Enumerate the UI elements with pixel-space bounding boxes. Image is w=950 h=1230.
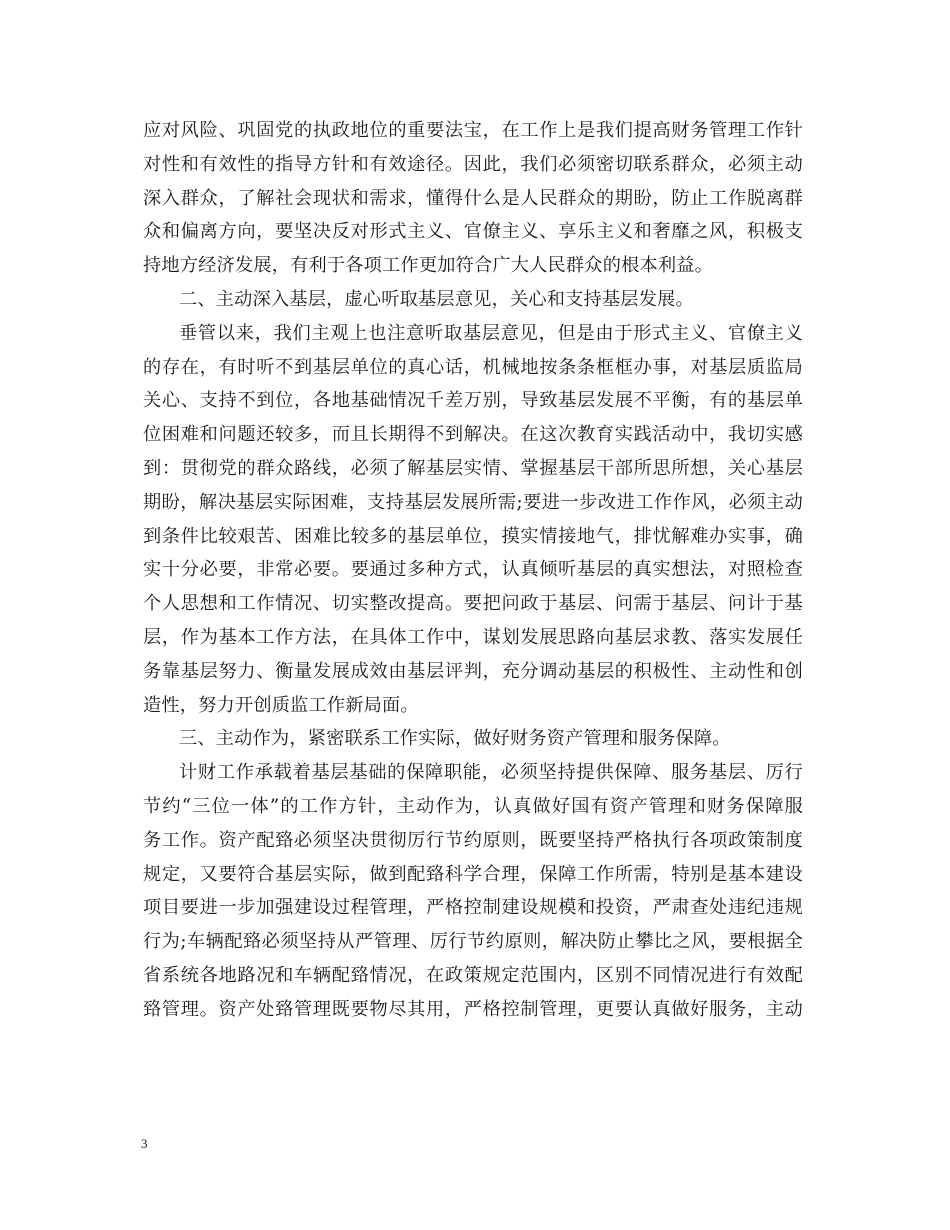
- text-line: 层，作为基本工作方法，在具体工作中，谋划发展思路向基层求教、落实发展任: [143, 626, 803, 648]
- text-line: 期盼，解决基层实际困难，支持基层发展所需;要进一步改进工作作风，必须主动: [143, 491, 803, 513]
- text-line: 垂管以来，我们主观上也注意听取基层意见，但是由于形式主义、官僚主义: [179, 322, 803, 344]
- section-heading: 二、主动深入基层，虚心听取基层意见，关心和支持基层发展。: [179, 288, 694, 310]
- text-line: 项目要进一步加强建设过程管理，严格控制建设规模和投资，严肃查处违纪违规: [143, 897, 803, 919]
- text-line: 持地方经济发展，有利于各项工作更加符合广大人民群众的根本利益。: [143, 255, 714, 277]
- text-line: 众和偏离方向，要坚决反对形式主义、官僚主义、享乐主义和奢靡之风，积极支: [143, 221, 803, 243]
- body-text: [143, 114, 803, 1027]
- text-line: 深入群众，了解社会现状和需求，懂得什么是人民群众的期盼，防止工作脱离群: [143, 187, 803, 209]
- text-line: 节约“三位一体”的工作方针，主动作为，认真做好国有资产管理和财务保障服: [143, 795, 803, 817]
- section-heading: 三、主动作为，紧密联系工作实际，做好财务资产管理和服务保障。: [179, 728, 731, 750]
- text-line: 规定，又要符合基层实际，做到配臵科学合理，保障工作所需，特别是基本建设: [143, 863, 803, 885]
- text-line: 位困难和问题还较多，而且长期得不到解决。在这次教育实践活动中，我切实感: [143, 424, 803, 446]
- text-line: 行为;车辆配臵必须坚持从严管理、厉行节约原则，解决防止攀比之风，要根据全: [143, 931, 803, 953]
- text-line: 到条件比较艰苦、困难比较多的基层单位，摸实情接地气，排忧解难办实事，确: [143, 525, 803, 547]
- text-line: 计财工作承载着基层基础的保障职能，必须坚持提供保障、服务基层、厉行: [179, 762, 803, 784]
- text-line: 臵管理。资产处臵管理既要物尽其用，严格控制管理，更要认真做好服务，主动: [143, 998, 803, 1020]
- page-number: 3: [141, 1136, 148, 1151]
- text-line: 省系统各地路况和车辆配臵情况，在政策规定范围内，区别不同情况进行有效配: [143, 964, 803, 986]
- text-line: 应对风险、巩固党的执政地位的重要法宝，在工作上是我们提高财务管理工作针: [143, 120, 803, 141]
- text-line: 的存在，有时听不到基层单位的真心话，机械地按条条框框办事，对基层质监局: [143, 356, 803, 378]
- text-line: 到：贯彻党的群众路线，必须了解基层实情、掌握基层干部所思所想，关心基层: [143, 457, 803, 479]
- text-line: 实十分必要，非常必要。要通过多种方式，认真倾听基层的真实想法，对照检查: [143, 559, 803, 581]
- text-line: 务工作。资产配臵必须坚决贯彻厉行节约原则，既要坚持严格执行各项政策制度: [143, 829, 803, 851]
- text-line: 对性和有效性的指导方针和有效途径。因此，我们必须密切联系群众，必须主动: [143, 153, 803, 175]
- text-line: 造性，努力开创质监工作新局面。: [143, 694, 419, 716]
- text-line: 关心、支持不到位，各地基础情况千差万别，导致基层发展不平衡，有的基层单: [143, 390, 803, 412]
- text-line: 务靠基层努力、衡量发展成效由基层评判，充分调动基层的积极性、主动性和创: [143, 660, 803, 682]
- text-line: 个人思想和工作情况、切实整改提高。要把问政于基层、问需于基层、问计于基: [143, 593, 803, 615]
